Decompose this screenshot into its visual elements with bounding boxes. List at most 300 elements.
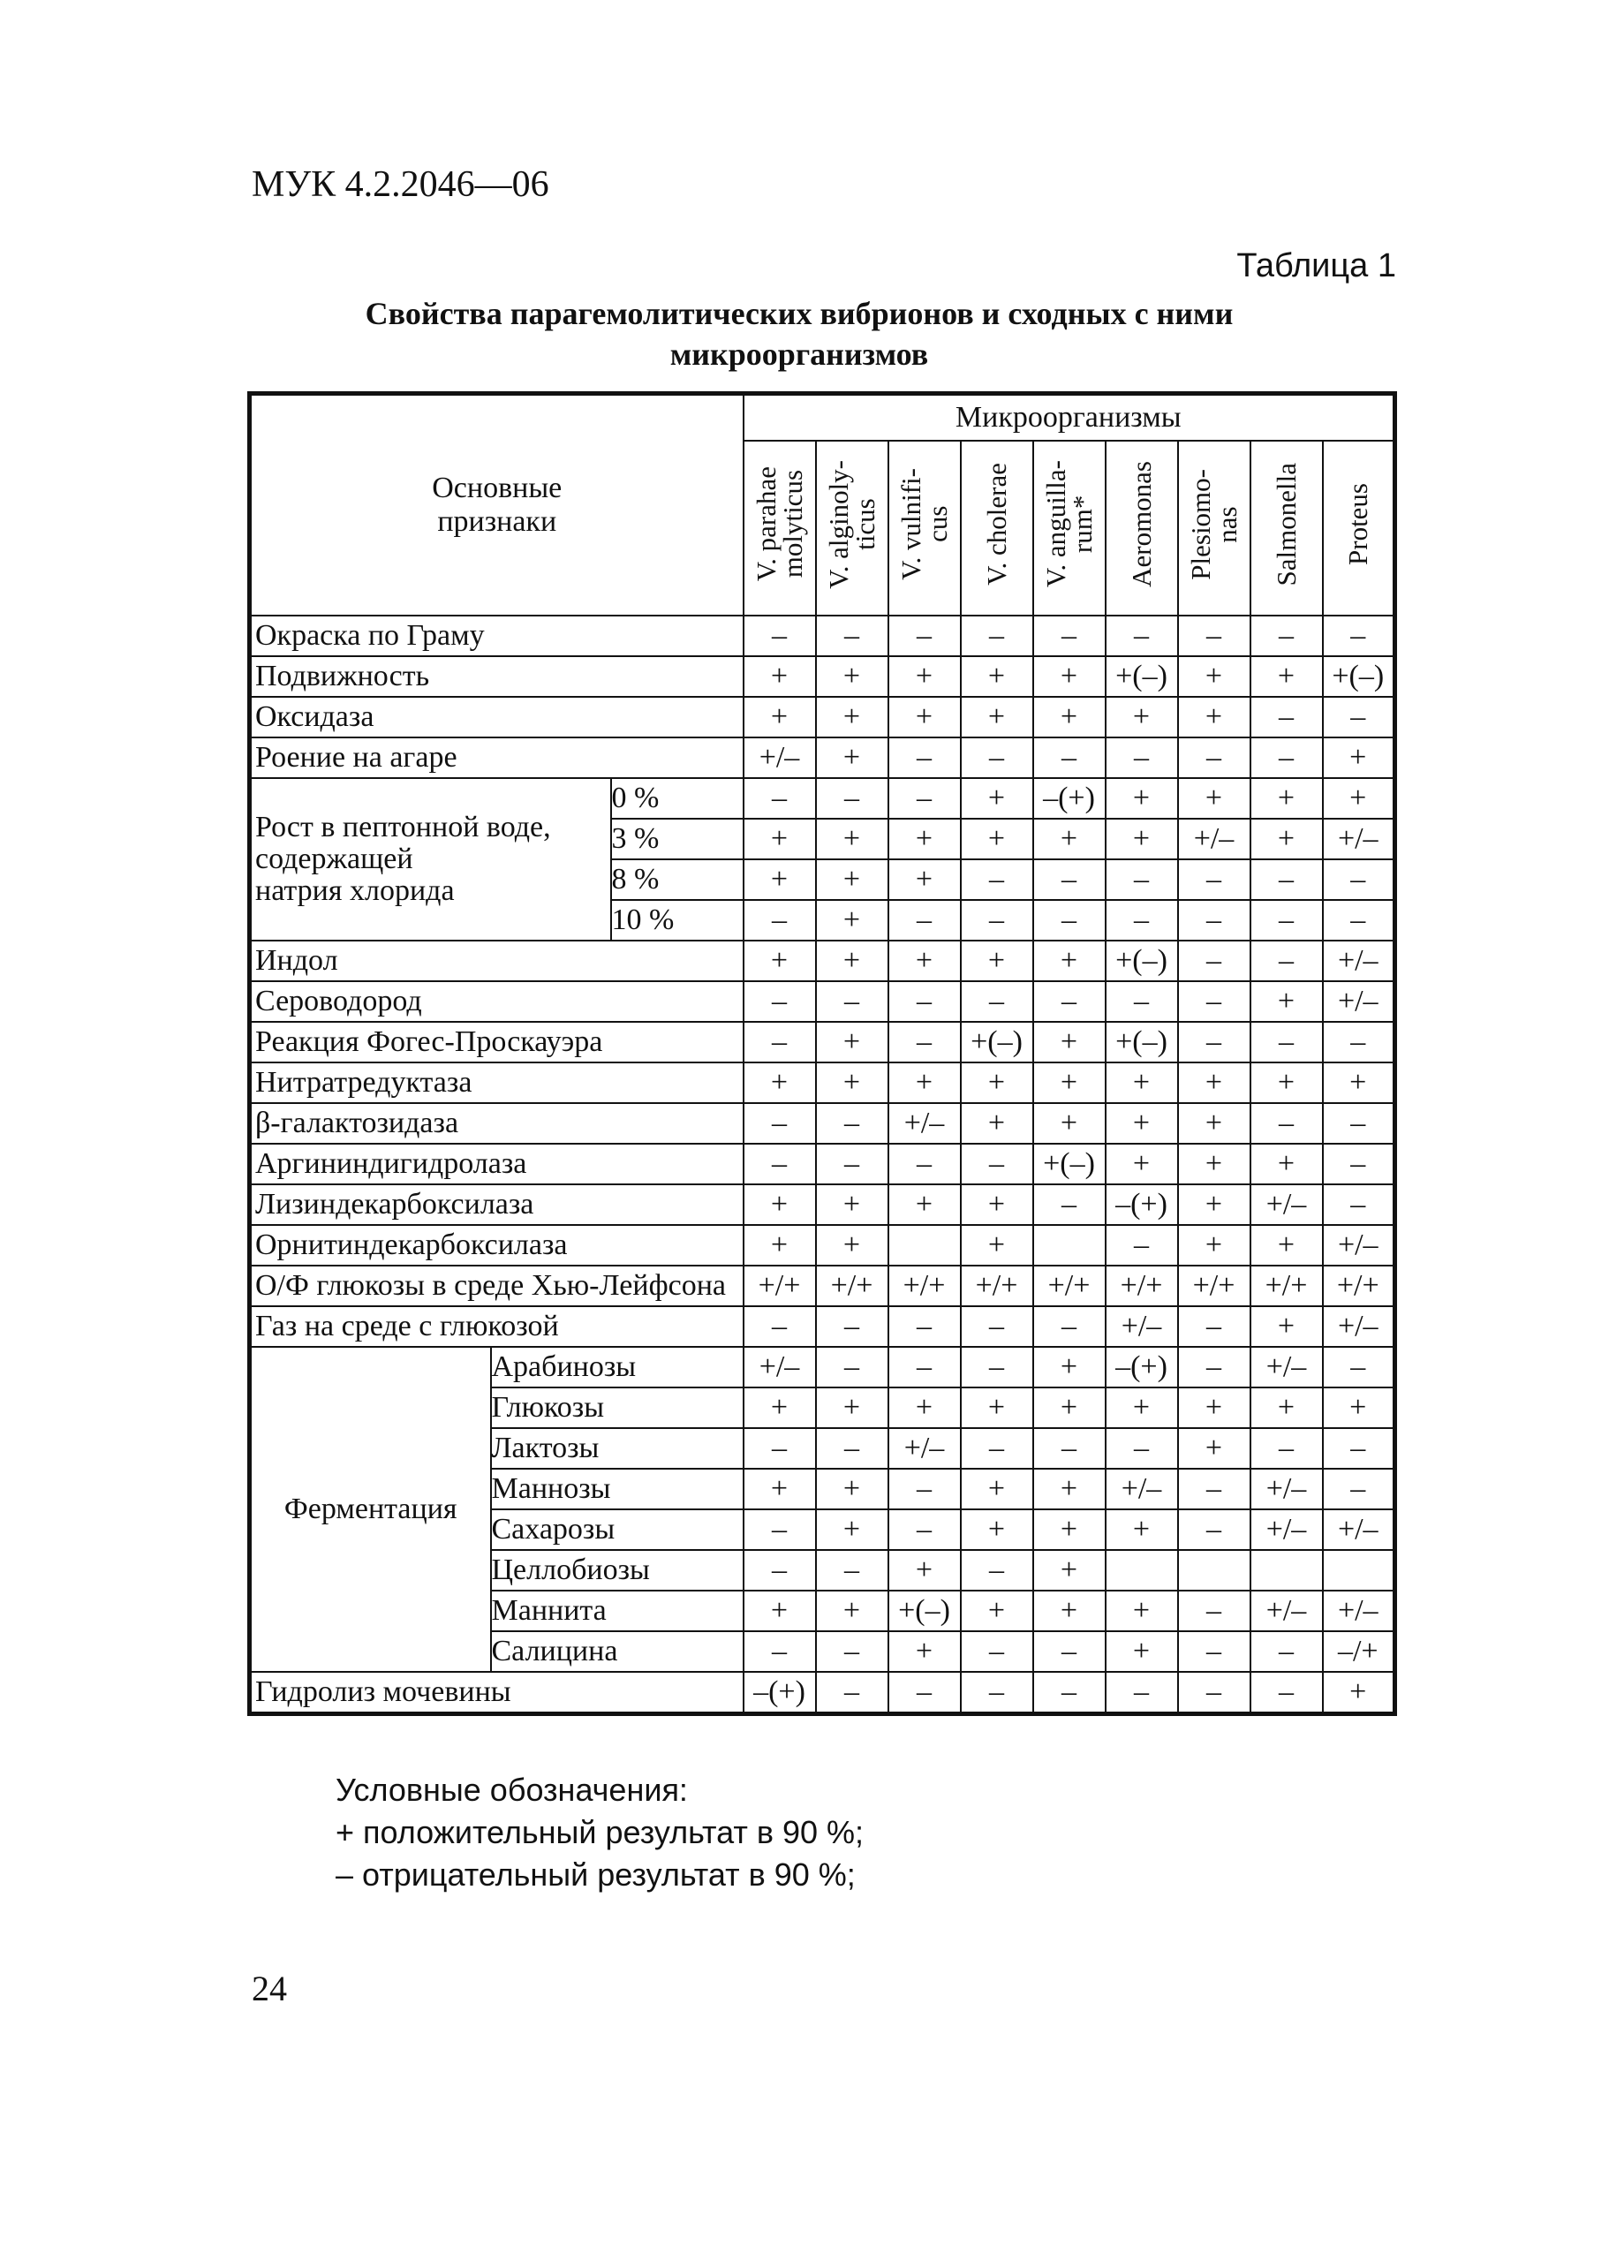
value-cell: +: [1106, 1062, 1178, 1103]
value-cell: –: [1250, 697, 1323, 737]
value-cell: –: [816, 1103, 888, 1144]
value-cell: +: [816, 1387, 888, 1428]
value-cell: –: [744, 778, 816, 819]
value-cell: –: [1178, 859, 1250, 900]
value-cell: –: [961, 1428, 1033, 1469]
organism-name-line-1: V. anguilla-: [1039, 460, 1071, 588]
value-cell: +: [1033, 941, 1106, 981]
value-cell: +: [888, 1550, 961, 1591]
value-cell: –: [1106, 1428, 1178, 1469]
value-cell: –: [1178, 616, 1250, 656]
table-row: [250, 1306, 1395, 1347]
value-cell: –: [1250, 900, 1323, 941]
value-cell: +/–: [1323, 1509, 1395, 1550]
value-cell: –: [1250, 737, 1323, 778]
value-cell: +/–: [744, 1347, 816, 1387]
value-cell: +: [1033, 1347, 1106, 1387]
value-cell: –: [1323, 1103, 1395, 1144]
value-cell: –: [1106, 1225, 1178, 1266]
value-cell: –: [744, 616, 816, 656]
value-cell: +: [1106, 1509, 1178, 1550]
value-cell: +: [1106, 1387, 1178, 1428]
value-cell: –: [888, 1022, 961, 1062]
feature-label: Лизиндекарбоксилаза: [250, 1184, 744, 1225]
value-cell: +: [961, 819, 1033, 859]
document-code: МУК 4.2.2046—06: [252, 164, 549, 205]
nacl-concentration: 10 %: [611, 900, 744, 941]
value-cell: +: [744, 1184, 816, 1225]
value-cell: –: [1033, 981, 1106, 1022]
value-cell: +: [744, 1062, 816, 1103]
value-cell: –: [1033, 859, 1106, 900]
value-cell: –: [961, 1550, 1033, 1591]
value-cell: –: [961, 616, 1033, 656]
feature-label: Индол: [250, 941, 744, 981]
value-cell: +/–: [888, 1103, 961, 1144]
value-cell: +: [1106, 1631, 1178, 1672]
value-cell: –: [816, 1550, 888, 1591]
value-cell: –: [1178, 1469, 1250, 1509]
table-row: [250, 941, 1395, 981]
table-row: [250, 1184, 1395, 1225]
value-cell: +/+: [744, 1266, 816, 1306]
organism-header: [744, 441, 816, 616]
value-cell: +: [1323, 1062, 1395, 1103]
value-cell: –: [744, 1022, 816, 1062]
value-cell: –: [816, 778, 888, 819]
value-cell: –: [1106, 859, 1178, 900]
value-cell: –: [1250, 1022, 1323, 1062]
table-row: [250, 1225, 1395, 1266]
table-title-line-1: Свойства парагемолитических вибрионов и сходных с ними: [365, 296, 1234, 331]
fermentation-substrate: Маннита: [491, 1591, 744, 1631]
value-cell: –: [961, 1672, 1033, 1714]
value-cell: –: [1106, 981, 1178, 1022]
value-cell: +: [888, 1184, 961, 1225]
value-cell: +: [744, 859, 816, 900]
value-cell: –: [1178, 1022, 1250, 1062]
value-cell: +: [816, 1022, 888, 1062]
value-cell: –: [1106, 1672, 1178, 1714]
value-cell: –: [888, 1509, 961, 1550]
value-cell: –/+: [1323, 1631, 1395, 1672]
value-cell: +/–: [1106, 1306, 1178, 1347]
value-cell: +/+: [816, 1266, 888, 1306]
value-cell: –: [744, 1631, 816, 1672]
peptone-growth-label-line-1: Рост в пептонной воде,: [255, 811, 551, 843]
value-cell: +: [888, 859, 961, 900]
value-cell: +: [1033, 656, 1106, 697]
value-cell: –: [1323, 859, 1395, 900]
value-cell: +/–: [1323, 1225, 1395, 1266]
feature-label: Сероводород: [250, 981, 744, 1022]
organism-name-line-1: V. vulnifi-: [895, 468, 926, 580]
value-cell: –: [1033, 1631, 1106, 1672]
value-cell: –(+): [1106, 1184, 1178, 1225]
value-cell: +(–): [888, 1591, 961, 1631]
value-cell: –: [1178, 1672, 1250, 1714]
value-cell: +: [961, 1062, 1033, 1103]
value-cell: –: [816, 981, 888, 1022]
value-cell: +/+: [1250, 1266, 1323, 1306]
value-cell: +: [1033, 1062, 1106, 1103]
value-cell: +/–: [1250, 1347, 1323, 1387]
value-cell: +: [1033, 1469, 1106, 1509]
features-header: [250, 394, 744, 616]
value-cell: –: [816, 1347, 888, 1387]
value-cell: –: [1178, 1347, 1250, 1387]
value-cell: [1250, 1550, 1323, 1591]
value-cell: +/–: [1250, 1184, 1323, 1225]
feature-label: Газ на среде с глюкозой: [250, 1306, 744, 1347]
value-cell: +: [961, 941, 1033, 981]
value-cell: +: [888, 1387, 961, 1428]
value-cell: –: [1250, 1672, 1323, 1714]
table-row: [250, 697, 1395, 737]
value-cell: +: [816, 1591, 888, 1631]
value-cell: –: [961, 981, 1033, 1022]
value-cell: +: [1033, 1550, 1106, 1591]
value-cell: –: [1250, 1631, 1323, 1672]
value-cell: +: [961, 1509, 1033, 1550]
value-cell: –: [1323, 1347, 1395, 1387]
value-cell: +: [1250, 1062, 1323, 1103]
value-cell: –: [1178, 900, 1250, 941]
value-cell: –: [888, 616, 961, 656]
value-cell: +: [1178, 697, 1250, 737]
features-header-line-1: Основные: [432, 472, 563, 504]
value-cell: +: [1178, 1225, 1250, 1266]
organism-name: [1039, 460, 1098, 588]
organism-name-line-2: ticus: [849, 498, 880, 550]
value-cell: +/–: [1323, 819, 1395, 859]
nacl-concentration: 8 %: [611, 859, 744, 900]
value-cell: –: [816, 1672, 888, 1714]
table-row: [250, 656, 1395, 697]
organism-name-line-2: nas: [1211, 505, 1243, 543]
value-cell: +: [1106, 1591, 1178, 1631]
value-cell: +: [888, 697, 961, 737]
value-cell: –: [961, 1347, 1033, 1387]
peptone-growth-label-line-3: натрия хлорида: [255, 874, 455, 907]
value-cell: –: [744, 1550, 816, 1591]
table-row: [250, 981, 1395, 1022]
value-cell: +: [816, 737, 888, 778]
value-cell: +: [1178, 1184, 1250, 1225]
value-cell: +: [1178, 656, 1250, 697]
value-cell: –: [888, 900, 961, 941]
microorganisms-header: Микроорганизмы: [744, 394, 1395, 442]
value-cell: +: [744, 1225, 816, 1266]
feature-label: Аргининдигидролаза: [250, 1144, 744, 1184]
value-cell: –: [1178, 981, 1250, 1022]
table-row: [250, 1266, 1395, 1306]
value-cell: +: [1250, 1306, 1323, 1347]
table-body: [250, 616, 1395, 1714]
organism-name-line-1: Aeromonas: [1125, 461, 1157, 587]
organism-name: [822, 459, 880, 589]
value-cell: –: [816, 616, 888, 656]
table-title: [247, 293, 1351, 374]
fermentation-substrate: Салицина: [491, 1631, 744, 1672]
feature-label: Оксидаза: [250, 697, 744, 737]
value-cell: –(+): [1033, 778, 1106, 819]
value-cell: –: [1106, 616, 1178, 656]
value-cell: +: [744, 1469, 816, 1509]
value-cell: –: [1323, 1184, 1395, 1225]
value-cell: +: [1106, 819, 1178, 859]
value-cell: –: [888, 1306, 961, 1347]
organism-name-line-1: V. parahae: [750, 466, 782, 582]
organism-name: [1184, 468, 1243, 580]
value-cell: +/–: [1250, 1591, 1323, 1631]
value-cell: +: [961, 697, 1033, 737]
value-cell: +: [1323, 737, 1395, 778]
value-cell: [1106, 1550, 1178, 1591]
value-cell: –: [1178, 737, 1250, 778]
legend-positive: + положительный результат в 90 %;: [336, 1814, 865, 1850]
value-cell: +/+: [888, 1266, 961, 1306]
value-cell: +: [1106, 1144, 1178, 1184]
value-cell: +: [1033, 697, 1106, 737]
value-cell: –: [888, 1347, 961, 1387]
value-cell: +: [961, 1225, 1033, 1266]
value-cell: –: [1178, 1631, 1250, 1672]
value-cell: –: [1250, 859, 1323, 900]
value-cell: +: [816, 1184, 888, 1225]
value-cell: +/–: [1323, 1306, 1395, 1347]
value-cell: +: [816, 941, 888, 981]
value-cell: –: [1250, 941, 1323, 981]
value-cell: +: [1033, 819, 1106, 859]
value-cell: –: [1033, 900, 1106, 941]
feature-label: Реакция Фогес-Проскауэра: [250, 1022, 744, 1062]
feature-label: О/Ф глюкозы в среде Хью-Лейфсона: [250, 1266, 744, 1306]
value-cell: –: [888, 778, 961, 819]
value-cell: +: [1250, 1387, 1323, 1428]
fermentation-substrate: Целлобиозы: [491, 1550, 744, 1591]
organism-name: [750, 466, 808, 582]
value-cell: +: [961, 656, 1033, 697]
value-cell: +/–: [1250, 1509, 1323, 1550]
value-cell: –: [1033, 616, 1106, 656]
value-cell: –: [744, 1144, 816, 1184]
value-cell: +: [744, 941, 816, 981]
value-cell: –: [816, 1144, 888, 1184]
feature-label: Гидролиз мочевины: [250, 1672, 744, 1714]
table-title-line-2: микроорганизмов: [669, 336, 929, 372]
table-row: [250, 1103, 1395, 1144]
legend: [336, 1769, 864, 1896]
value-cell: +: [1323, 778, 1395, 819]
features-header-line-2: признаки: [437, 505, 557, 538]
table-row: [250, 1022, 1395, 1062]
value-cell: +(–): [1106, 1022, 1178, 1062]
value-cell: +: [961, 1387, 1033, 1428]
value-cell: –: [1323, 616, 1395, 656]
value-cell: +: [1323, 1672, 1395, 1714]
value-cell: +: [816, 900, 888, 941]
value-cell: +: [1250, 981, 1323, 1022]
value-cell: –: [1250, 616, 1323, 656]
feature-label: Нитратредуктаза: [250, 1062, 744, 1103]
value-cell: –: [816, 1428, 888, 1469]
value-cell: –: [961, 900, 1033, 941]
organism-header: [1106, 441, 1178, 616]
value-cell: –(+): [744, 1672, 816, 1714]
value-cell: +: [1033, 1509, 1106, 1550]
value-cell: +: [816, 1062, 888, 1103]
value-cell: –: [1033, 1306, 1106, 1347]
value-cell: –: [1323, 1022, 1395, 1062]
table-row: [250, 778, 1395, 819]
page-number: 24: [252, 1969, 287, 2008]
nacl-concentration: 0 %: [611, 778, 744, 819]
value-cell: [888, 1225, 961, 1266]
value-cell: –: [744, 1509, 816, 1550]
value-cell: +: [816, 656, 888, 697]
organism-name-line-2: cus: [921, 505, 953, 543]
value-cell: +: [1250, 656, 1323, 697]
value-cell: –: [816, 1631, 888, 1672]
value-cell: +/–: [1323, 1591, 1395, 1631]
value-cell: +/–: [1323, 981, 1395, 1022]
value-cell: [1323, 1550, 1395, 1591]
value-cell: –: [1178, 1306, 1250, 1347]
value-cell: –: [744, 981, 816, 1022]
peptone-growth-label: [250, 778, 611, 941]
organism-name: [1270, 462, 1302, 586]
value-cell: [1178, 1550, 1250, 1591]
value-cell: +: [888, 819, 961, 859]
organism-header: [1323, 441, 1395, 616]
value-cell: +: [1033, 1591, 1106, 1631]
value-cell: +: [816, 819, 888, 859]
fermentation-label: Ферментация: [250, 1347, 491, 1672]
value-cell: –: [1033, 1428, 1106, 1469]
value-cell: [1033, 1225, 1106, 1266]
value-cell: –: [888, 1672, 961, 1714]
value-cell: +: [816, 859, 888, 900]
value-cell: +: [744, 1387, 816, 1428]
value-cell: +: [744, 656, 816, 697]
organism-name: [1125, 461, 1157, 587]
organism-name-line-1: V. cholerae: [980, 463, 1012, 586]
organism-name-line-1: Plesiomo-: [1184, 468, 1216, 580]
value-cell: +: [816, 1469, 888, 1509]
value-cell: +: [816, 697, 888, 737]
value-cell: –: [1250, 1103, 1323, 1144]
fermentation-substrate: Глюкозы: [491, 1387, 744, 1428]
value-cell: +: [1033, 1387, 1106, 1428]
value-cell: –: [744, 900, 816, 941]
value-cell: +/–: [744, 737, 816, 778]
value-cell: –: [1323, 1428, 1395, 1469]
fermentation-substrate: Сахарозы: [491, 1509, 744, 1550]
value-cell: –: [961, 1631, 1033, 1672]
legend-negative: – отрицательный результат в 90 %;: [336, 1856, 856, 1893]
value-cell: +(–): [1106, 941, 1178, 981]
value-cell: –: [1106, 900, 1178, 941]
value-cell: +/–: [1323, 941, 1395, 981]
value-cell: +: [1033, 1103, 1106, 1144]
organism-name: [1341, 483, 1373, 565]
table-row: [250, 1144, 1395, 1184]
value-cell: +: [888, 1631, 961, 1672]
organism-header: [961, 441, 1033, 616]
value-cell: –: [888, 981, 961, 1022]
value-cell: –: [1323, 697, 1395, 737]
value-cell: –: [816, 1306, 888, 1347]
table-row: [250, 1672, 1395, 1714]
value-cell: –: [1033, 1184, 1106, 1225]
value-cell: +/–: [888, 1428, 961, 1469]
feature-label: Подвижность: [250, 656, 744, 697]
value-cell: –: [744, 1306, 816, 1347]
value-cell: +: [744, 1591, 816, 1631]
value-cell: –: [961, 1144, 1033, 1184]
value-cell: +(–): [1106, 656, 1178, 697]
value-cell: +: [1106, 697, 1178, 737]
organism-name-line-2: rum*: [1066, 495, 1098, 554]
organism-header: [1033, 441, 1106, 616]
value-cell: +: [1178, 778, 1250, 819]
value-cell: –: [961, 859, 1033, 900]
value-cell: –: [1178, 1591, 1250, 1631]
fermentation-substrate: Лактозы: [491, 1428, 744, 1469]
value-cell: +: [961, 1184, 1033, 1225]
organism-name-line-1: Proteus: [1341, 483, 1373, 565]
value-cell: +/+: [1323, 1266, 1395, 1306]
value-cell: –: [1178, 1509, 1250, 1550]
table-number: Таблица 1: [1236, 247, 1396, 284]
feature-label: Роение на агаре: [250, 737, 744, 778]
table-head: [250, 394, 1395, 616]
value-cell: +/+: [961, 1266, 1033, 1306]
value-cell: +: [1250, 1225, 1323, 1266]
value-cell: +(–): [1033, 1144, 1106, 1184]
value-cell: +: [1323, 1387, 1395, 1428]
value-cell: +: [1178, 1144, 1250, 1184]
value-cell: +: [816, 1225, 888, 1266]
value-cell: +: [1178, 1387, 1250, 1428]
value-cell: –: [888, 737, 961, 778]
value-cell: +: [961, 1103, 1033, 1144]
value-cell: +: [888, 941, 961, 981]
value-cell: +: [1250, 819, 1323, 859]
organism-name: [980, 463, 1012, 586]
value-cell: –: [961, 737, 1033, 778]
value-cell: –(+): [1106, 1347, 1178, 1387]
organism-name-line-2: molyticus: [776, 470, 808, 578]
peptone-growth-label-line-2: содержащей: [255, 843, 413, 875]
value-cell: +/–: [1106, 1469, 1178, 1509]
table-row: [250, 737, 1395, 778]
organism-header: [1250, 441, 1323, 616]
organism-name-line-1: V. alginoly-: [822, 459, 854, 589]
organism-name-line-1: Salmonella: [1270, 462, 1302, 586]
table-row: [250, 1062, 1395, 1103]
organism-header: [1178, 441, 1250, 616]
value-cell: +: [744, 819, 816, 859]
properties-table: [247, 391, 1397, 1716]
value-cell: –: [744, 1103, 816, 1144]
value-cell: +/+: [1106, 1266, 1178, 1306]
value-cell: +: [1178, 1103, 1250, 1144]
value-cell: +: [961, 1469, 1033, 1509]
value-cell: +(–): [961, 1022, 1033, 1062]
value-cell: +: [1250, 778, 1323, 819]
